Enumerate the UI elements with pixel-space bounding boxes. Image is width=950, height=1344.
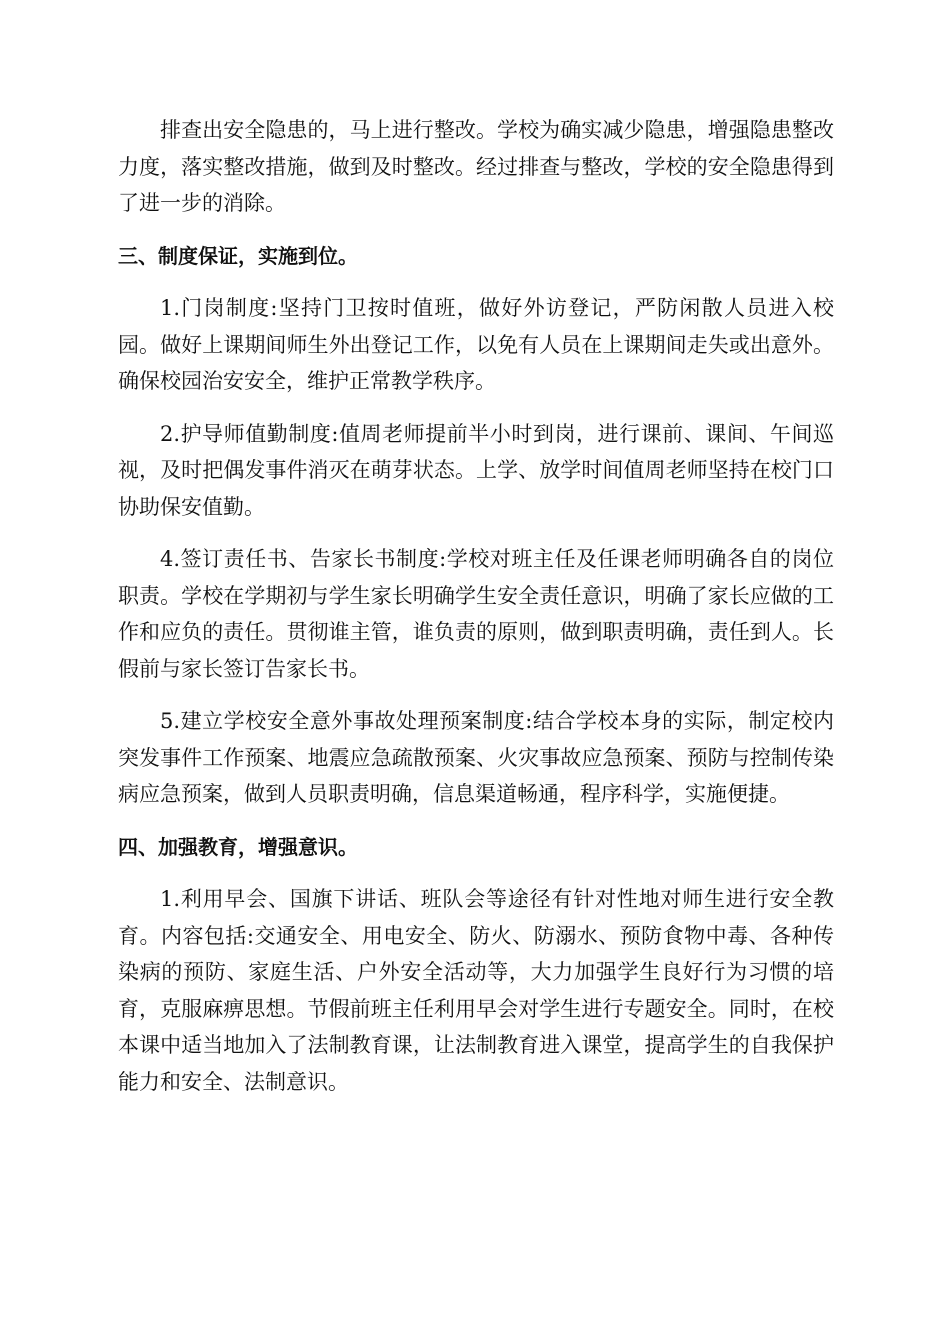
section-heading-4: 四、加强教育，增强意识。	[118, 834, 358, 859]
paragraph-intro: 排查出安全隐患的，马上进行整改。学校为确实减少隐患，增强隐患整改力度，落实整改措施，做到及时整改。经过排查与整改，学校的安全隐患得到了进一步的消除。	[118, 118, 834, 215]
paragraph-responsibility-letter: 4.签订责任书、告家长书制度:学校对班主任及任课老师明确各自的岗位职责。学校在学期初与学生家长明确学生安全责任意识，明确了家长应做的工作和应负的责任。贯彻谁主管，谁负责的原则，做到职责明确，责任到人。长假前与家长签订告家长书。	[118, 547, 834, 681]
document-body	[118, 112, 834, 1116]
paragraph-gate-system: 1.门岗制度:坚持门卫按时值班，做好外访登记，严防闲散人员进入校园。做好上课期间师生外出登记工作，以免有人员在上课期间走失或出意外。确保校园治安安全，维护正常教学秩序。	[118, 296, 834, 393]
paragraph-safety-education: 1.利用早会、国旗下讲话、班队会等途径有针对性地对师生进行安全教育。内容包括:交通安全、用电安全、防火、防溺水、预防食物中毒、各种传染病的预防、家庭生活、户外安全活动等，大力加强学生良好行为习惯的培育，克服麻痹思想。节假前班主任利用早会对学生进行专题安全。同时，在校本课中适当地加入了法制教育课，让法制教育进入课堂，提高学生的自我保护能力和安全、法制意识。	[118, 887, 834, 1094]
section-heading-3: 三、制度保证，实施到位。	[118, 243, 358, 268]
paragraph-duty-system: 2.护导师值勤制度:值周老师提前半小时到岗，进行课前、课间、午间巡视，及时把偶发事件消灭在萌芽状态。上学、放学时间值周老师坚持在校门口协助保安值勤。	[118, 421, 834, 519]
paragraph-emergency-plan: 5.建立学校安全意外事故处理预案制度:结合学校本身的实际，制定校内突发事件工作预案、地震应急疏散预案、火灾事故应急预案、预防与控制传染病应急预案，做到人员职责明确，信息渠道畅通，程序科学，实施便捷。	[118, 709, 834, 806]
